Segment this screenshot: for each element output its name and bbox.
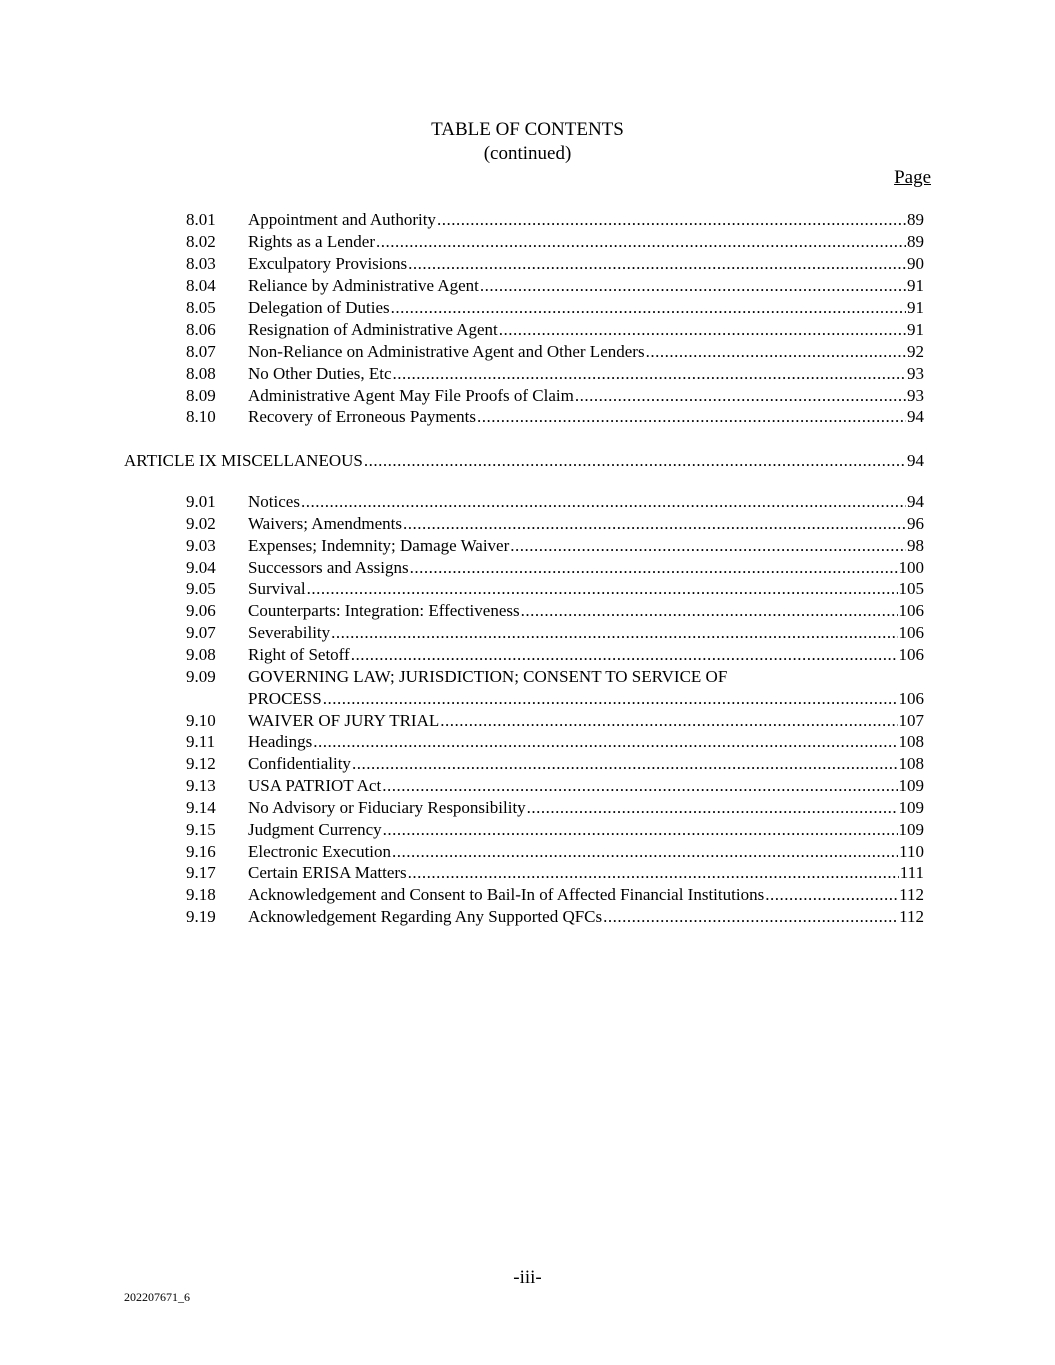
section-title: Severability: [248, 623, 331, 642]
page-number: 106: [898, 645, 924, 664]
toc-title: TABLE OF CONTENTS: [431, 119, 624, 140]
section-number: 9.16: [186, 842, 216, 861]
page-number: 112: [899, 885, 924, 904]
toc-entry-first-line[interactable]: [0, 666, 1055, 688]
section-title: Headings: [248, 732, 313, 751]
page-number: 111: [899, 863, 924, 882]
section-title: No Other Duties, Etc: [248, 364, 392, 383]
section-number: 8.08: [186, 364, 216, 383]
page-number: 109: [898, 798, 924, 817]
toc-entry[interactable]: [0, 406, 1055, 428]
section-number: 9.07: [186, 623, 216, 642]
page-number: 106: [898, 623, 924, 642]
section-title: Rights as a Lender: [248, 232, 375, 251]
toc-entry[interactable]: [0, 600, 1055, 622]
toc-entry[interactable]: [0, 819, 1055, 841]
section-title: Administrative Agent May File Proofs of Claim: [248, 386, 574, 405]
section-number: 9.11: [186, 732, 216, 751]
page-number: 107: [898, 711, 924, 730]
page-number: 93: [907, 386, 924, 405]
section-number: 9.10: [186, 711, 216, 730]
page-number: 91: [907, 276, 924, 295]
toc-subtitle: (continued): [483, 143, 572, 164]
section-title: Appointment and Authority: [248, 210, 436, 229]
section-number: 9.15: [186, 820, 216, 839]
toc-entry[interactable]: [0, 253, 1055, 275]
toc-entry[interactable]: [0, 557, 1055, 579]
section-number: 9.13: [186, 776, 216, 795]
section-number: 8.05: [186, 298, 216, 317]
section-title: Certain ERISA Matters: [248, 863, 407, 882]
page-number: 94: [907, 407, 924, 426]
toc-entry[interactable]: [0, 731, 1055, 753]
section-title: Notices: [248, 492, 300, 511]
section-title: Survival: [248, 579, 306, 598]
page-number: 106: [898, 601, 924, 620]
toc-entry[interactable]: [0, 753, 1055, 775]
page-number: 108: [898, 732, 924, 751]
toc-entry[interactable]: [0, 797, 1055, 819]
page-column-label: Page: [894, 167, 931, 188]
toc-entry[interactable]: [0, 578, 1055, 600]
section-title: Reliance by Administrative Agent: [248, 276, 479, 295]
toc-article-entry[interactable]: [0, 450, 1055, 472]
section-number: 9.08: [186, 645, 216, 664]
section-number: 8.01: [186, 210, 216, 229]
page-number: 108: [898, 754, 924, 773]
section-number: 8.03: [186, 254, 216, 273]
article-title: ARTICLE IX MISCELLANEOUS: [124, 451, 363, 470]
section-number: 8.10: [186, 407, 216, 426]
section-title: PROCESS: [248, 689, 322, 708]
section-title-line1: GOVERNING LAW; JURISDICTION; CONSENT TO SERVICE OF: [248, 667, 728, 686]
section-number: 9.14: [186, 798, 216, 817]
page-number: 91: [907, 298, 924, 317]
section-title: Resignation of Administrative Agent: [248, 320, 498, 339]
toc-entry[interactable]: [0, 775, 1055, 797]
section-title: Right of Setoff: [248, 645, 350, 664]
toc-entry[interactable]: [0, 862, 1055, 884]
page-number: 106: [898, 689, 924, 708]
toc-entry[interactable]: [0, 385, 1055, 407]
toc-entry[interactable]: [0, 710, 1055, 732]
toc-entry[interactable]: [0, 644, 1055, 666]
toc-entry[interactable]: [0, 231, 1055, 253]
toc-entry[interactable]: [0, 297, 1055, 319]
section-title: Counterparts: Integration: Effectiveness: [248, 601, 520, 620]
page-number: 89: [907, 232, 924, 251]
section-number: 9.03: [186, 536, 216, 555]
section-title: WAIVER OF JURY TRIAL: [248, 711, 440, 730]
section-number: 9.12: [186, 754, 216, 773]
document-id: 202207671_6: [124, 1290, 190, 1304]
section-number: 9.18: [186, 885, 216, 904]
toc-entry[interactable]: [0, 209, 1055, 231]
section-title: Judgment Currency: [248, 820, 382, 839]
section-title: Waivers; Amendments: [248, 514, 402, 533]
section-title: Acknowledgement and Consent to Bail-In of Affected Financial Institutions: [248, 885, 765, 904]
section-number: 9.09: [186, 667, 216, 686]
toc-entry[interactable]: [0, 491, 1055, 513]
section-number: 8.04: [186, 276, 216, 295]
page-number: 110: [899, 842, 924, 861]
footer-page-number: -iii-: [513, 1267, 542, 1288]
section-title: No Advisory or Fiduciary Responsibility: [248, 798, 526, 817]
section-number: 9.17: [186, 863, 216, 882]
section-number: 8.02: [186, 232, 216, 251]
page-number: 92: [907, 342, 924, 361]
toc-entry[interactable]: [0, 275, 1055, 297]
section-title: Confidentiality: [248, 754, 351, 773]
toc-entry[interactable]: [0, 341, 1055, 363]
toc-entry[interactable]: [0, 841, 1055, 863]
toc-entry[interactable]: [0, 906, 1055, 928]
page-number: 91: [907, 320, 924, 339]
page-number: 109: [898, 820, 924, 839]
section-title: Exculpatory Provisions: [248, 254, 408, 273]
page-number: 94: [907, 492, 924, 511]
section-title: Non-Reliance on Administrative Agent and Other Lenders: [248, 342, 645, 361]
section-number: 9.04: [186, 558, 216, 577]
page-number: 98: [907, 536, 924, 555]
page-number: 112: [899, 907, 924, 926]
page-number: 100: [898, 558, 924, 577]
section-number: 9.01: [186, 492, 216, 511]
toc-entry[interactable]: [0, 363, 1055, 385]
toc-entry[interactable]: [0, 319, 1055, 341]
section-number: 8.07: [186, 342, 216, 361]
section-title: Recovery of Erroneous Payments: [248, 407, 477, 426]
section-number: 8.09: [186, 386, 216, 405]
section-number: 8.06: [186, 320, 216, 339]
toc-entry[interactable]: [0, 535, 1055, 557]
section-title: Successors and Assigns: [248, 558, 409, 577]
section-title: Electronic Execution: [248, 842, 392, 861]
section-title: Delegation of Duties: [248, 298, 390, 317]
toc-entry[interactable]: [0, 884, 1055, 906]
toc-entry[interactable]: [0, 513, 1055, 535]
section-number: 9.06: [186, 601, 216, 620]
page-number: 94: [907, 451, 924, 470]
page-number: 105: [898, 579, 924, 598]
section-title: Acknowledgement Regarding Any Supported QFCs: [248, 907, 603, 926]
page-number: 109: [898, 776, 924, 795]
page-number: 89: [907, 210, 924, 229]
page-number: 90: [907, 254, 924, 273]
section-number: 9.05: [186, 579, 216, 598]
page-number: 93: [907, 364, 924, 383]
page-number: 96: [907, 514, 924, 533]
section-number: 9.02: [186, 514, 216, 533]
toc-entry[interactable]: [0, 622, 1055, 644]
toc-entry[interactable]: [0, 688, 1055, 710]
section-title: USA PATRIOT Act: [248, 776, 382, 795]
section-title: Expenses; Indemnity; Damage Waiver: [248, 536, 510, 555]
section-number: 9.19: [186, 907, 216, 926]
